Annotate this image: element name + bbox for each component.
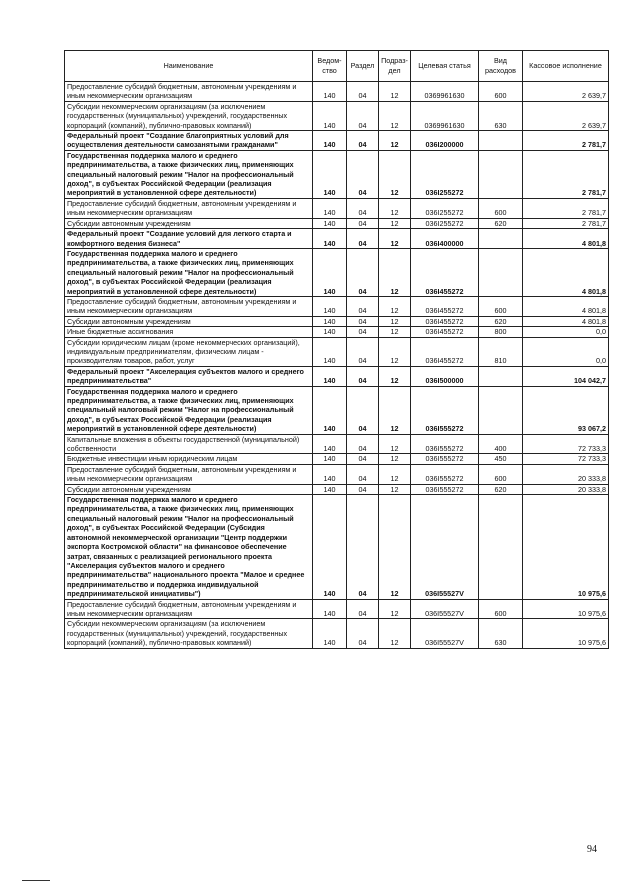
- cell-subsection: 12: [379, 619, 411, 648]
- cell-expense-type: [479, 386, 523, 434]
- cell-cash-execution: 2 639,7: [523, 82, 609, 102]
- cell-department: 140: [313, 296, 347, 316]
- table-row: [65, 495, 609, 599]
- cell-subsection: 12: [379, 599, 411, 619]
- cell-section: 04: [347, 296, 379, 316]
- table-row: [65, 198, 609, 218]
- table-row: [65, 101, 609, 130]
- cell-section: 04: [347, 434, 379, 454]
- cell-department: 140: [313, 337, 347, 366]
- cell-target-item: 036I55527V: [411, 495, 479, 599]
- cell-subsection: 12: [379, 337, 411, 366]
- cell-name: Государственная поддержка малого и среднего предпринимательства, а также физических лиц, применяющих специальный налоговый режим "Налог на профессиональный доход", в субъектах Российской Федерации (реализация мероприятий в установленной сфере деятельности): [65, 248, 313, 296]
- cell-name: Федеральный проект "Создание условий для легкого старта и комфортного ведения бизнеса": [65, 229, 313, 249]
- table-row: [65, 484, 609, 494]
- cell-expense-type: 600: [479, 464, 523, 484]
- table-row: [65, 464, 609, 484]
- cell-target-item: 0369961630: [411, 82, 479, 102]
- cell-name: Государственная поддержка малого и среднего предпринимательства, а также физических лиц, применяющих специальный налоговый режим "Налог на профессиональный доход", в субъектах Российской Федерации (реализация мероприятий в установленной сфере деятельности): [65, 386, 313, 434]
- table-row: [65, 366, 609, 386]
- cell-expense-type: 600: [479, 82, 523, 102]
- table-row: [65, 150, 609, 198]
- cell-name: Федеральный проект "Создание благоприятных условий для осуществления деятельности самозанятыми гражданами": [65, 131, 313, 151]
- cell-cash-execution: 2 781,7: [523, 131, 609, 151]
- table-row: [65, 434, 609, 454]
- cell-cash-execution: 4 801,8: [523, 316, 609, 326]
- cell-target-item: 036I555272: [411, 464, 479, 484]
- cell-expense-type: 620: [479, 218, 523, 228]
- cell-expense-type: [479, 131, 523, 151]
- cell-subsection: 12: [379, 229, 411, 249]
- cell-name: Предоставление субсидий бюджетным, автономным учреждениям и иным некоммерческим организациям: [65, 82, 313, 102]
- cell-cash-execution: 0,0: [523, 337, 609, 366]
- cell-target-item: 036I500000: [411, 366, 479, 386]
- cell-department: 140: [313, 248, 347, 296]
- cell-target-item: 036I455272: [411, 296, 479, 316]
- cell-name: Субсидии автономным учреждениям: [65, 316, 313, 326]
- cell-target-item: 036I400000: [411, 229, 479, 249]
- cell-section: 04: [347, 101, 379, 130]
- cell-cash-execution: 4 801,8: [523, 296, 609, 316]
- cell-name: Государственная поддержка малого и среднего предпринимательства, а также физических лиц, применяющих специальный налоговый режим "Налог на профессиональный доход", в субъектах Российской Федерации (Субсидия автономной некоммерческой организации "Центр поддержки экспорта Костромской области" на финансовое обеспечение затрат, связанных с реализацией регионального проекта "Акселерация субъектов малого и среднего предпринимательства" национального проекта "Малое и среднее предпринимательство и поддержка индивидуальной предпринимательской инициативы"): [65, 495, 313, 599]
- cell-target-item: 036I55527V: [411, 619, 479, 648]
- header-cash-execution: Кассовое исполнение: [523, 51, 609, 82]
- cell-cash-execution: 104 042,7: [523, 366, 609, 386]
- cell-section: 04: [347, 198, 379, 218]
- cell-department: 140: [313, 101, 347, 130]
- cell-subsection: 12: [379, 296, 411, 316]
- cell-cash-execution: 10 975,6: [523, 619, 609, 648]
- cell-department: 140: [313, 386, 347, 434]
- table-row: [65, 337, 609, 366]
- cell-section: 04: [347, 248, 379, 296]
- cell-subsection: 12: [379, 131, 411, 151]
- cell-expense-type: 620: [479, 316, 523, 326]
- table-row: [65, 218, 609, 228]
- cell-target-item: 036I455272: [411, 316, 479, 326]
- cell-cash-execution: 93 067,2: [523, 386, 609, 434]
- cell-subsection: 12: [379, 484, 411, 494]
- cell-cash-execution: 2 639,7: [523, 101, 609, 130]
- header-department: Ведом-ство: [313, 51, 347, 82]
- cell-section: 04: [347, 495, 379, 599]
- cell-cash-execution: 2 781,7: [523, 218, 609, 228]
- cell-expense-type: 800: [479, 327, 523, 337]
- cell-name: Субсидии юридическим лицам (кроме некоммерческих организаций), индивидуальным предпринимателям, физическим лицам - производителям товаров, работ, услуг: [65, 337, 313, 366]
- table-row: [65, 316, 609, 326]
- cell-expense-type: [479, 229, 523, 249]
- cell-target-item: 036I200000: [411, 131, 479, 151]
- cell-department: 140: [313, 198, 347, 218]
- cell-subsection: 12: [379, 434, 411, 454]
- cell-cash-execution: 4 801,8: [523, 248, 609, 296]
- cell-name: Иные бюджетные ассигнования: [65, 327, 313, 337]
- table-row: [65, 229, 609, 249]
- cell-expense-type: 630: [479, 101, 523, 130]
- cell-expense-type: [479, 366, 523, 386]
- table-row: [65, 248, 609, 296]
- cell-expense-type: [479, 248, 523, 296]
- cell-department: 140: [313, 464, 347, 484]
- cell-expense-type: 600: [479, 296, 523, 316]
- header-section: Раздел: [347, 51, 379, 82]
- cell-cash-execution: 72 733,3: [523, 434, 609, 454]
- cell-name: Государственная поддержка малого и среднего предпринимательства, а также физических лиц, применяющих специальный налоговый режим "Налог на профессиональный доход", в субъектах Российской Федерации (реализация мероприятий в установленной сфере деятельности): [65, 150, 313, 198]
- cell-subsection: 12: [379, 454, 411, 464]
- cell-target-item: 036I55527V: [411, 599, 479, 619]
- cell-department: 140: [313, 316, 347, 326]
- table-row: [65, 599, 609, 619]
- cell-target-item: 0369961630: [411, 101, 479, 130]
- cell-subsection: 12: [379, 366, 411, 386]
- cell-cash-execution: 20 333,8: [523, 464, 609, 484]
- cell-section: 04: [347, 316, 379, 326]
- table-body: [65, 82, 609, 649]
- cell-department: 140: [313, 495, 347, 599]
- cell-target-item: 036I455272: [411, 337, 479, 366]
- header-name: Наименование: [65, 51, 313, 82]
- cell-cash-execution: 2 781,7: [523, 198, 609, 218]
- cell-section: 04: [347, 599, 379, 619]
- cell-section: 04: [347, 464, 379, 484]
- table-row: [65, 454, 609, 464]
- cell-subsection: 12: [379, 386, 411, 434]
- cell-department: 140: [313, 327, 347, 337]
- cell-subsection: 12: [379, 82, 411, 102]
- cell-target-item: 036I555272: [411, 386, 479, 434]
- cell-expense-type: 450: [479, 454, 523, 464]
- cell-expense-type: 810: [479, 337, 523, 366]
- cell-name: Федеральный проект "Акселерация субъектов малого и среднего предпринимательства": [65, 366, 313, 386]
- cell-expense-type: [479, 150, 523, 198]
- header-subsection: Подраз-дел: [379, 51, 411, 82]
- cell-department: 140: [313, 484, 347, 494]
- cell-name: Субсидии некоммерческим организациям (за исключением государственных (муниципальных) учреждений, государственных корпораций (компаний), публично-правовых компаний): [65, 101, 313, 130]
- footer-rule: [22, 880, 50, 881]
- cell-subsection: 12: [379, 495, 411, 599]
- cell-cash-execution: 10 975,6: [523, 599, 609, 619]
- page-number: 94: [587, 844, 597, 855]
- cell-expense-type: 600: [479, 599, 523, 619]
- table-row: [65, 82, 609, 102]
- cell-target-item: 036I555272: [411, 454, 479, 464]
- cell-subsection: 12: [379, 101, 411, 130]
- cell-section: 04: [347, 619, 379, 648]
- cell-target-item: 036I255272: [411, 198, 479, 218]
- table-row: [65, 619, 609, 648]
- cell-name: Капитальные вложения в объекты государственной (муниципальной) собственности: [65, 434, 313, 454]
- cell-cash-execution: 0,0: [523, 327, 609, 337]
- cell-subsection: 12: [379, 464, 411, 484]
- cell-department: 140: [313, 82, 347, 102]
- cell-department: 140: [313, 619, 347, 648]
- cell-department: 140: [313, 218, 347, 228]
- cell-subsection: 12: [379, 218, 411, 228]
- header-row: [65, 51, 609, 82]
- cell-department: 140: [313, 229, 347, 249]
- cell-target-item: 036I555272: [411, 434, 479, 454]
- cell-section: 04: [347, 327, 379, 337]
- cell-name: Бюджетные инвестиции иным юридическим лицам: [65, 454, 313, 464]
- table-row: [65, 131, 609, 151]
- cell-subsection: 12: [379, 316, 411, 326]
- cell-name: Субсидии автономным учреждениям: [65, 218, 313, 228]
- cell-target-item: 036I455272: [411, 248, 479, 296]
- cell-department: 140: [313, 150, 347, 198]
- header-expense-type: Вид расходов: [479, 51, 523, 82]
- cell-department: 140: [313, 454, 347, 464]
- cell-subsection: 12: [379, 327, 411, 337]
- cell-name: Предоставление субсидий бюджетным, автономным учреждениям и иным некоммерческим организациям: [65, 296, 313, 316]
- cell-subsection: 12: [379, 150, 411, 198]
- cell-section: 04: [347, 484, 379, 494]
- cell-name: Субсидии автономным учреждениям: [65, 484, 313, 494]
- cell-expense-type: 620: [479, 484, 523, 494]
- header-target-item: Целевая статья: [411, 51, 479, 82]
- budget-table: [64, 50, 609, 649]
- cell-cash-execution: 4 801,8: [523, 229, 609, 249]
- cell-name: Предоставление субсидий бюджетным, автономным учреждениям и иным некоммерческим организациям: [65, 599, 313, 619]
- cell-target-item: 036I255272: [411, 150, 479, 198]
- cell-section: 04: [347, 229, 379, 249]
- cell-name: Предоставление субсидий бюджетным, автономным учреждениям и иным некоммерческим организациям: [65, 464, 313, 484]
- cell-cash-execution: 2 781,7: [523, 150, 609, 198]
- cell-cash-execution: 72 733,3: [523, 454, 609, 464]
- table-row: [65, 327, 609, 337]
- cell-target-item: 036I555272: [411, 484, 479, 494]
- cell-expense-type: 630: [479, 619, 523, 648]
- cell-name: Субсидии некоммерческим организациям (за исключением государственных (муниципальных) учреждений, государственных корпораций (компаний), публично-правовых компаний): [65, 619, 313, 648]
- cell-subsection: 12: [379, 248, 411, 296]
- cell-section: 04: [347, 150, 379, 198]
- cell-department: 140: [313, 434, 347, 454]
- cell-department: 140: [313, 366, 347, 386]
- table-row: [65, 296, 609, 316]
- cell-section: 04: [347, 454, 379, 464]
- cell-section: 04: [347, 218, 379, 228]
- cell-expense-type: [479, 495, 523, 599]
- cell-expense-type: 400: [479, 434, 523, 454]
- cell-section: 04: [347, 82, 379, 102]
- cell-target-item: 036I455272: [411, 327, 479, 337]
- cell-department: 140: [313, 131, 347, 151]
- cell-section: 04: [347, 386, 379, 434]
- cell-expense-type: 600: [479, 198, 523, 218]
- cell-cash-execution: 20 333,8: [523, 484, 609, 494]
- table-row: [65, 386, 609, 434]
- cell-department: 140: [313, 599, 347, 619]
- cell-section: 04: [347, 131, 379, 151]
- cell-subsection: 12: [379, 198, 411, 218]
- cell-cash-execution: 10 975,6: [523, 495, 609, 599]
- cell-target-item: 036I255272: [411, 218, 479, 228]
- cell-section: 04: [347, 337, 379, 366]
- cell-section: 04: [347, 366, 379, 386]
- cell-name: Предоставление субсидий бюджетным, автономным учреждениям и иным некоммерческим организациям: [65, 198, 313, 218]
